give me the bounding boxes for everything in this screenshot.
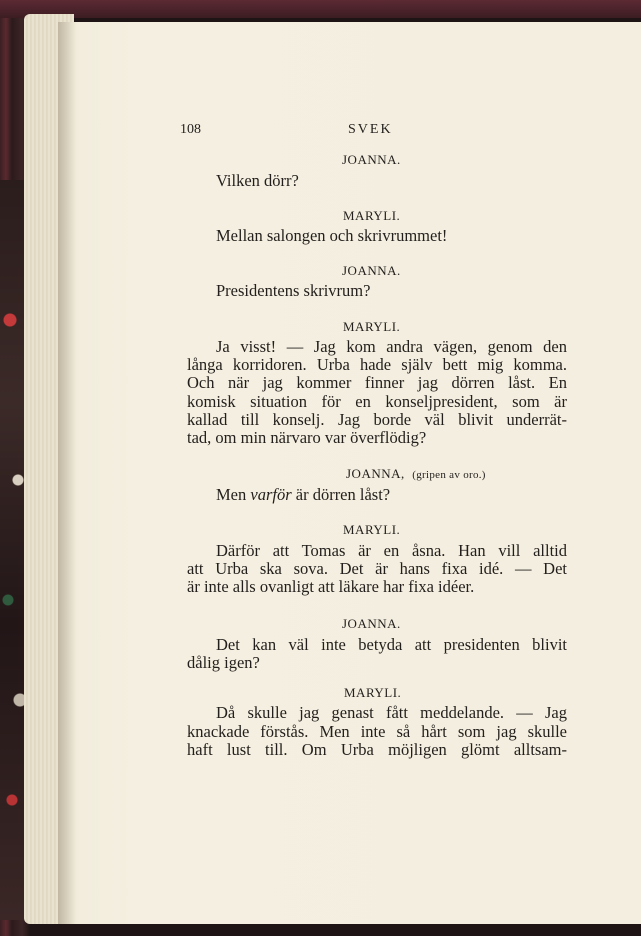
speaker-name: MARYLI. — [343, 208, 401, 223]
dialogue-text: är dörren låst? — [291, 485, 391, 504]
dialogue-line: tad, om min närvaro var överflödig? — [187, 428, 427, 447]
dialogue-line — [216, 485, 390, 504]
speaker-name: JOANNA. — [342, 616, 401, 631]
speaker-name: MARYLI. — [343, 522, 401, 537]
dialogue-line: Ja visst! — Jag kom andra vägen, genom den — [216, 337, 567, 356]
page-number: 108 — [180, 122, 201, 137]
dialogue-line: dålig igen? — [187, 653, 260, 672]
speaker-name: MARYLI. — [343, 319, 401, 334]
gutter-shadow — [58, 22, 76, 924]
dialogue-line: att Urba ska sova. Det är hans fixa idé. — Det — [187, 559, 567, 578]
stage-direction: (gripen av oro.) — [412, 469, 486, 481]
binding-top-band — [0, 0, 641, 18]
speaker-name: JOANNA. — [342, 152, 401, 167]
dialogue-line: Vilken dörr? — [216, 171, 299, 190]
dialogue-line: haft lust till. Om Urba möjligen glömt alltsam- — [187, 740, 567, 759]
dialogue-line: långa korridoren. Urba hade själv bett mig komma. — [187, 355, 567, 374]
speaker-name: JOANNA. — [342, 263, 401, 278]
running-title: SVEK — [348, 122, 393, 137]
dialogue-line: kallad till konselj. Jag borde väl blivit underrät- — [187, 410, 567, 429]
speaker-stage-direction — [346, 466, 486, 482]
dialogue-line: Mellan salongen och skrivrummet! — [216, 226, 448, 245]
dialogue-line: Då skulle jag genast fått meddelande. — Jag — [216, 703, 567, 722]
dialogue-line: Därför att Tomas är en åsna. Han vill alltid — [216, 541, 567, 560]
dialogue-line: är inte alls ovanligt att läkare har fixa idéer. — [187, 577, 475, 596]
dialogue-line: Och när jag kommer finner jag dörren låst. En — [187, 373, 567, 392]
dialogue-line: Presidentens skrivrum? — [216, 281, 371, 300]
speaker-name: MARYLI. — [344, 685, 402, 700]
dialogue-line: knackade förstås. Men inte så hårt som jag skulle — [187, 722, 567, 741]
speaker-name: JOANNA, — [346, 466, 405, 481]
emphasis-text: varför — [250, 485, 292, 504]
dialogue-text: Men — [216, 485, 251, 504]
dialogue-line: komisk situation för en konseljpresident, som är — [187, 392, 567, 411]
dialogue-line: Det kan väl inte betyda att presidenten blivit — [216, 635, 567, 654]
